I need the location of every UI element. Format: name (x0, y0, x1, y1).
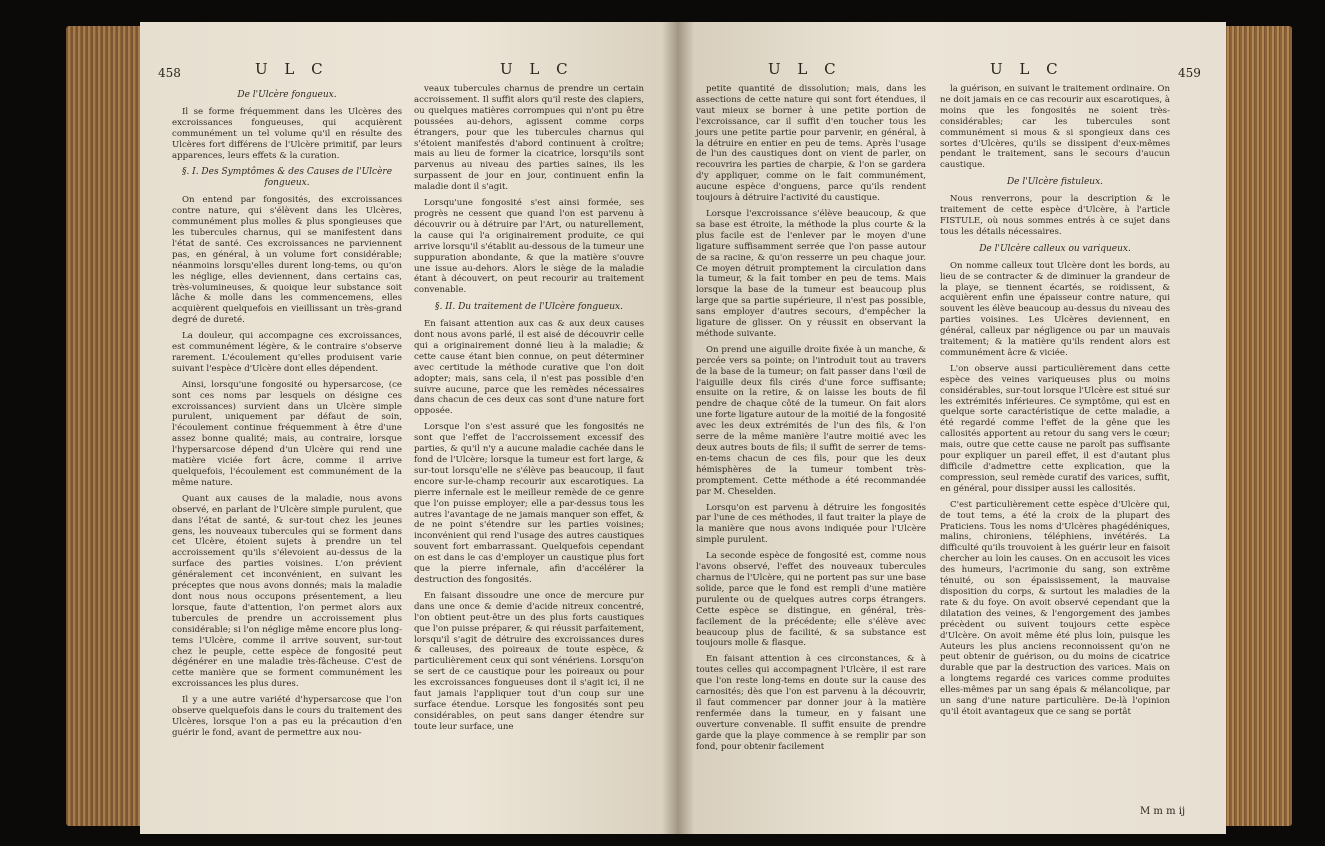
paragraph: En faisant attention à ces circonstances, & à toutes celles qui accompagnent l'Ulcère, il est rare que l'on reste long-tems en doute sur la cause des carnosités; dès que l'on est parvenu à la découvrir, il faut commencer par donner jour à la matière renfermée dans la tumeur, en y faisant une ouverture convenable. Il suffit ensuite de prendre garde que la playe commence à se remplir par son fond, pour obtenir facilement (696, 654, 926, 752)
paragraph: Il se forme fréquemment dans les Ulcères des excroissances fongueuses, qui acquièrent communément un tel volume qu'il en résulte des Ulcères fort différens de l'Ulcère primitif, par leurs apparences, leurs effets & la curation. (172, 106, 402, 161)
paragraph: La douleur, qui accompagne ces excroissances, est communément légère, & le contraire s'observe rarement. L'écoulement qu'elles produisent varie suivant l'espèce d'Ulcère dont elles dépendent. (172, 331, 402, 374)
right-page (678, 22, 1226, 834)
paragraph: En faisant attention aux cas & aux deux causes dont nous avons parlé, il est aisé de découvrir celle qui a originairement donné lieu à la maladie; & cette cause étant bien connue, on peut déterminer avec certitude la méthode curative que l'on doit adopter; mais, sans cela, il n'est pas possible d'en suivre aucune, parce que les remèdes nécessaires dans chacun de ces deux cas sont d'une nature fort opposée. (414, 319, 644, 417)
paragraph: Lorsqu'on est parvenu à détruire les fongosités par l'une de ces méthodes, il faut traiter la playe de la manière que nous avons indiquée pour l'Ulcère simple purulent. (696, 502, 926, 546)
open-book (66, 22, 1292, 834)
paragraph: petite quantité de dissolution; mais, dans les assections de cette nature qui sont fort étendues, il vaut mieux se borner à une petite portion de l'excroissance, car il suffit d'en toucher tous les jours une petite partie pour parvenir, en général, à la détruire en entier en peu de tems. Après l'usage de l'un des caustiques dont on vient de parler, on recouvrira les parties de charpie, & l'on se gardera d'y appliquer, comme on le fait communément, aucune espèce d'onguens, parce qu'ils rendent toujours à détruire l'activité du caustique. (696, 84, 926, 204)
running-head: U L C (768, 60, 842, 78)
paragraph: Il y a une autre variété d'hypersarcose que l'on observe quelquefois dans le cours du traitement des Ulcères, lorsque l'on a pas eu la précaution d'en guérir le fond, avant de permettre aux nou- (172, 695, 402, 738)
text-column (172, 84, 402, 744)
paragraph: On prend une aiguille droite fixée à un manche, & percée vers sa pointe; on l'introduit tout au travers de la base de la tumeur; on fait passer dans l'œil de l'aiguille deux fils cirés d'une force suffisante; ensuite on la retire, & on laisse les bouts de fil pendre de chaque côté de la tumeur. On fait alors une forte ligature autour de la moitié de la fongosité avec les deux extrémités de l'un des fils, & l'on serre de la même manière l'autre moitié avec les deux autres bouts de fils; il suffit de serrer de tems-en-tems chacun de ces fils, pour que les deux hémisphères de la tumeur tombent très-promptement. Cette méthode a été recommandée par M. Cheselden. (696, 344, 926, 497)
paragraph: veaux tubercules charnus de prendre un certain accroissement. Il suffit alors qu'il reste des clapiers, ou quelques matières corrompues qui n'ont pu être poussées au-dehors, agissent comme corps étrangers, pour que les tubercules charnus qui s'étoient manifestés d'abord continuent à croître; mais au lieu de former la cicatrice, lorsqu'ils sont parvenus au niveau des parties saines, ils les surpassent de jour en jour, continuent enfin la maladie dont il s'agit. (414, 84, 644, 193)
signature-mark: M m m ij (1140, 806, 1186, 817)
paragraph: Lorsqu'une fongosité s'est ainsi formée, ses progrès ne cessent que quand l'on est parvenu à découvrir ou à détruire par l'Art, ou naturellement, la cause qui l'a originairement produite, ce qui arrive lorsqu'il s'établit au-dessous de la tumeur une suppuration abondante, & que la matière s'ouvre une issue au-dehors. Alors le siège de la maladie étant à découvert, on peut recourir au traitement convenable. (414, 198, 644, 296)
paragraph: Lorsque l'excroissance s'élève beaucoup, & que sa base est étroite, la méthode la plus courte & la plus facile est de l'enlever par le moyen d'une ligature suffisamment serrée que l'on passe autour de sa racine, & qu'on resserre un peu chaque jour. Ce moyen détruit promptement la circulation dans la tumeur, & la fait tomber en peu de tems. Mais lorsque la base de la tumeur est beaucoup plus large que sa partie supérieure, il n'est pas possible, sans employer d'autres secours, d'empêcher la ligature de glisser. On y réussit en observant la méthode suivante. (696, 208, 926, 339)
paragraph: C'est particulièrement cette espèce d'Ulcère qui, de tout tems, a été la croix de la plupart des Praticiens. Tous les noms d'Ulcères phagédéniques, malins, chironiens, téléphiens, invétérés. La difficulté qu'ils trouvoient à les guérir leur en faisoit chercher au loin les causes. On en accusoit les vices des humeurs, l'acrimonie du sang, son extrême ténuité, ou son épaississement, la mauvaise disposition du corps, & surtout les maladies de la rate & du foye. On avoit observé cependant que la dilatation des veines, & l'engorgement des jambes précèdent ou suivent toujours cette espèce d'Ulcère. On avoit même été plus loin, puisque les Auteurs les plus anciens reconnoissent qu'on ne peut obtenir de guérison, ou du moins de cicatrice durable que par la destruction des varices. Mais on a longtems regardé ces varices comme produites elles-mêmes par un sang épais & mélancolique, par un sang d'une nature particulière. De-là l'opinion qu'il étoit avantageux que ce sang se portât (940, 499, 1170, 717)
text-column (940, 84, 1170, 723)
paragraph: Nous renverrons, pour la description & le traitement de cette espèce d'Ulcère, à l'article FISTULE, où nous sommes entrés à ce sujet dans tous les détails nécessaires. (940, 194, 1170, 237)
page-number: 459 (1178, 66, 1201, 80)
paragraph: la guérison, en suivant le traitement ordinaire. On ne doit jamais en ce cas recourir aux escarotiques, à moins que les fongosités ne soient très-considérables; car les tubercules sont communément si mous & si spongieux dans ces sortes d'Ulcères, qu'ils se dissipent d'eux-mêmes pendant le traitement, sans le secours d'aucun caustique. (940, 84, 1170, 171)
section-heading: De l'Ulcère calleux ou variqueux. (979, 243, 1131, 254)
paragraph: Quant aux causes de la maladie, nous avons observé, en parlant de l'Ulcère simple purulent, que dans l'état de santé, & sur-tout chez les jeunes gens, les nouveaux tubercules qui se forment dans cet Ulcère, étoient sujets à prendre un tel accroissement qu'ils s'élevoient au-dessus de la surface des parties voisines. L'on prévient généralement cet inconvénient, en suivant les préceptes que nous avons donnés; mais la maladie dont nous nous occupons présentement, a lieu lorsque, faute d'attention, l'on permet alors aux tubercules de prendre un accroissement plus considérable; si l'on néglige même encore plus long-tems l'Ulcère, comme il arrive souvent, sur-tout chez le peuple, cette espèce de fongosité peut dégénérer en une maladie très-fâcheuse. C'est de cette manière que se forment communément les excroissances les plus dures. (172, 493, 402, 690)
left-page (140, 22, 678, 834)
paragraph: La seconde espèce de fongosité est, comme nous l'avons observé, l'effet des nouveaux tubercules charnus de l'Ulcère, qui ne portent pas sur une base solide, parce que le fond est rempli d'une matière purulente ou de quelques autres corps étrangers. Cette espèce se distingue, en général, très-facilement de la précédente; elle s'élève avec beaucoup plus de facilité, & sa substance est toujours molle & flasque. (696, 551, 926, 649)
text-column (696, 84, 926, 757)
paragraph: Ainsi, lorsqu'une fongosité ou hypersarcose, (ce sont ces noms par lesquels on désigne ces excroissances) survient dans un Ulcère simple purulent, uniquement par défaut de soin, l'écoulement continue fréquemment à être d'une assez bonne qualité; mais, au contraire, lorsque l'hypersarcose dépend d'un Ulcère qui rend une matière viciée fort âcre, comme il arrive quelquefois, l'écoulement est communément de la même nature. (172, 379, 402, 488)
section-heading: De l'Ulcère fongueux. (237, 90, 337, 100)
book-gutter (662, 22, 694, 834)
section-heading: De l'Ulcère fistuleux. (1006, 177, 1104, 188)
page-number: 458 (158, 66, 181, 80)
running-head: U L C (990, 60, 1064, 78)
section-heading: §. II. Du traitement de l'Ulcère fongueux. (435, 302, 623, 313)
paragraph: On nomme calleux tout Ulcère dont les bords, au lieu de se contracter & de diminuer la grandeur de la playe, se tiennent écartés, se roidissent, & acquièrent enfin une épaisseur contre nature, qui souvent les élève beaucoup au-dessus du niveau des parties voisines. Les Ulcères deviennent, en général, calleux par négligence ou par un mauvais traitement; & la matière qu'ils rendent alors est communément âcre & viciée. (940, 260, 1170, 358)
running-head: U L C (255, 60, 329, 78)
section-heading: §. I. Des Symptômes & des Causes de l'Ulcère fongueux. (181, 167, 393, 189)
paragraph: On entend par fongosités, des excroissances contre nature, qui s'élèvent dans les Ulcères, communément plus molles & plus spongieuses que les tubercules charnus, qui se manifestent dans l'état de santé. Ces excroissances ne parviennent pas, en général, à un volume fort considérable; néanmoins lorsqu'elles durent long-tems, ou qu'on les néglige, elles deviennent, dans certains cas, très-volumineuses, & quoique leur substance soit lâche & molle dans les commencemens, elles acquièrent quelquefois en vieillissant un très-grand degré de dureté. (172, 195, 402, 326)
paragraph: Lorsque l'on s'est assuré que les fongosités ne sont que l'effet de l'accroissement excessif des parties, & qu'il n'y a aucune maladie cachée dans le fond de l'Ulcère; lorsque la tumeur est fort large, & sur-tout lorsqu'elle ne s'élève pas beaucoup, il faut encore sur-le-champ recourir aux escarotiques. La pierre infernale est le meilleur remède de ce genre que l'on puisse employer; elle a par-dessus tous les autres l'avantage de ne jamais manquer son effet, & de ne point s'étendre sur les parties voisines; inconvénient qui rend l'usage des autres caustiques souvent fort embarrassant. Quelquefois cependant on est dans le cas d'employer un caustique plus fort que la pierre infernale, afin d'accélérer la destruction des fongosités. (414, 422, 644, 585)
paragraph: En faisant dissoudre une once de mercure pur dans une once & demie d'acide nitreux concentré, l'on obtient peut-être un des plus forts caustiques que l'on puisse préparer, & qui réussit parfaitement, lorsqu'il s'agit de détruire des excroissances dures & calleuses, des poireaux de toute espèce, & particulièrement ceux qui sont vénériens. Lorsqu'on se sert de ce caustique pour les poireaux ou pour les excroissances fongueuses dont il s'agit ici, il ne faut jamais l'appliquer tout d'un coup sur une surface étendue. Lorsque les fongosités sont peu considérables, on peut sans danger étendre sur toute leur surface, une (414, 590, 644, 732)
paragraph: L'on observe aussi particulièrement dans cette espèce des veines variqueuses plus ou moins considérables, sur-tout lorsque l'Ulcère est situé sur les extrémités inférieures. Ce symptôme, qui est en quelque sorte caractéristique de cette maladie, a été regardé comme l'effet de la gêne que les callosités apportent au retour du sang vers le cœur; mais, outre que cette cause ne paroît pas suffisante pour expliquer un pareil effet, il est d'autant plus difficile d'admettre cette explication, que la compression, seul remède curatif des varices, suffit, en général, pour dissiper aussi les callosités. (940, 363, 1170, 494)
running-head: U L C (500, 60, 574, 78)
page-edges-right (1220, 26, 1292, 826)
text-column (414, 84, 644, 738)
page-edges-left (66, 26, 146, 826)
